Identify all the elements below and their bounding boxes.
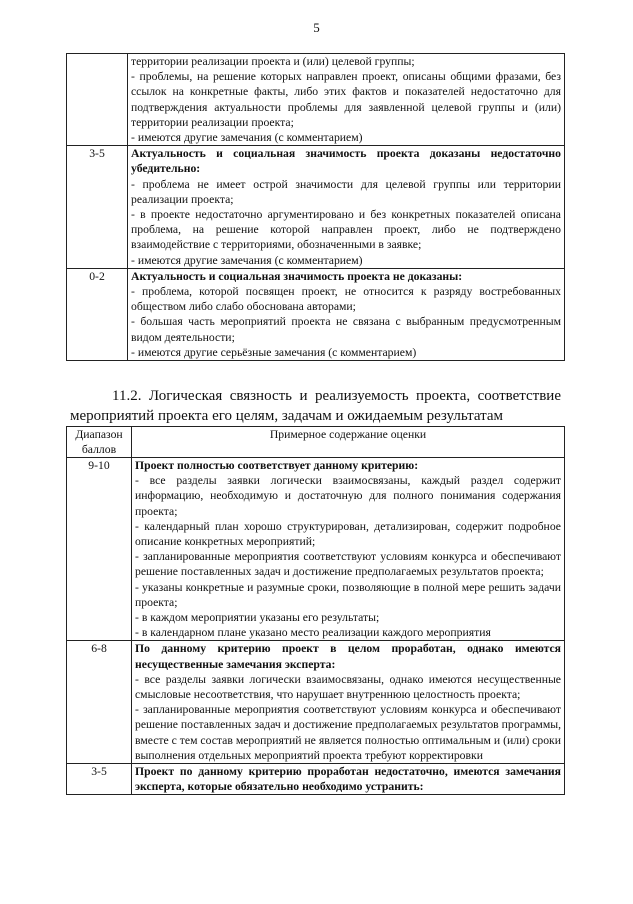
description-line: - запланированные мероприятия соответствуют условиям конкурса и обеспечивают решение поставленных задач и достижение предполагаемых результатов программы, вместе с тем состав мероприятий не является полностью оптимальным и (или) сроки выполнения отдельных мероприятий проекта требуют корректировки — [135, 703, 561, 762]
description-cell — [132, 764, 565, 795]
description-cell — [132, 641, 565, 764]
assessment-heading: Проект по данному критерию проработан недостаточно, имеются замечания эксперта, которые обязательно необходимо устранить: — [135, 765, 561, 794]
description-line: - все разделы заявки логически взаимосвязаны, однако имеются несущественные смысловые несоответствия, что нарушает внутреннюю целостность проекта; — [135, 672, 561, 702]
description-cell — [128, 268, 565, 360]
description-cell — [128, 54, 565, 146]
description-line: - календарный план хорошо структурирован, детализирован, содержит подробное описание конкретных мероприятий; — [135, 519, 561, 549]
table-row — [67, 268, 565, 360]
section-heading-line: мероприятий проекта его целям, задачам и ожидаемым результатам — [70, 408, 504, 424]
description-line: - имеются другие замечания (с комментарием) — [131, 253, 363, 267]
description-line: - имеются другие замечания (с комментарием) — [131, 131, 363, 145]
assessment-heading: По данному критерию проект в целом проработан, однако имеются несущественные замечания эксперта: — [135, 642, 561, 671]
table-row — [67, 641, 565, 764]
description-line: - имеются другие серьёзные замечания (с комментарием) — [131, 345, 417, 359]
score-cell — [67, 54, 128, 146]
description-cell — [128, 146, 565, 269]
score-cell: 3-5 — [67, 146, 128, 269]
description-line: - в проекте недостаточно аргументировано и без конкретных показателей описана проблема, на решение которой направлен проект, либо не подтверждено взаимодействие с территориями, обозначенными в заявке; — [131, 208, 561, 252]
description-line: - проблема, которой посвящен проект, не относится к разряду востребованных обществом либо слабо обоснована авторами; — [131, 285, 561, 314]
table-row — [67, 54, 565, 146]
criteria-table — [66, 426, 565, 795]
section-heading-line: 11.2. Логическая связность и реализуемость проекта, соответствие — [112, 388, 561, 404]
description-cell — [132, 458, 565, 641]
description-line: - проблемы, на решение которых направлен проект, описаны общими фразами, без ссылок на конкретные факты, либо этих фактов и показателей недостаточно для подтверждения актуальности проблемы для заявленной целевой группы и (или) территории реализации проекта; — [131, 70, 561, 129]
assessment-heading: Актуальность и социальная значимость проекта доказаны недостаточно убедительно: — [131, 147, 561, 176]
description-line: - большая часть мероприятий проекта не связана с выбранным предусмотренным видом деятельности; — [131, 315, 561, 344]
score-cell: 3-5 — [67, 764, 132, 795]
score-cell: 0-2 — [67, 268, 128, 360]
column-header-score-range: Диапазон баллов — [67, 427, 132, 458]
description-line: - в каждом мероприятии указаны его результаты; — [135, 611, 380, 625]
description-line: - все разделы заявки логически взаимосвязаны, каждый раздел содержит информацию, необходимую и достаточную для полного понимания содержания проекта; — [135, 474, 561, 518]
assessment-heading: Актуальность и социальная значимость проекта не доказаны: — [131, 269, 463, 283]
page-number: 5 — [313, 20, 320, 35]
description-line: - запланированные мероприятия соответствуют условиям конкурса и обеспечивают решение поставленных задач и достижение предполагаемых результатов проекта; — [135, 550, 561, 579]
table-row — [67, 764, 565, 795]
table-header-row — [67, 427, 565, 458]
description-line: - проблема не имеет острой значимости для целевой группы или территории реализации проекта; — [131, 177, 561, 206]
section-heading — [70, 386, 561, 426]
score-cell: 6-8 — [67, 641, 132, 764]
table-row — [67, 146, 565, 269]
description-line: - указаны конкретные и разумные сроки, позволяющие в полной мере решить задачи проекта; — [135, 580, 561, 609]
description-line: территории реализации проекта и (или) целевой группы; — [131, 55, 415, 68]
table-row — [67, 458, 565, 641]
column-header-content: Примерное содержание оценки — [132, 427, 565, 458]
assessment-heading: Проект полностью соответствует данному критерию: — [135, 459, 419, 472]
description-line: - в календарном плане указано место реализации каждого мероприятия — [135, 626, 491, 640]
criteria-table-continued — [66, 53, 565, 361]
score-cell: 9-10 — [67, 458, 132, 641]
